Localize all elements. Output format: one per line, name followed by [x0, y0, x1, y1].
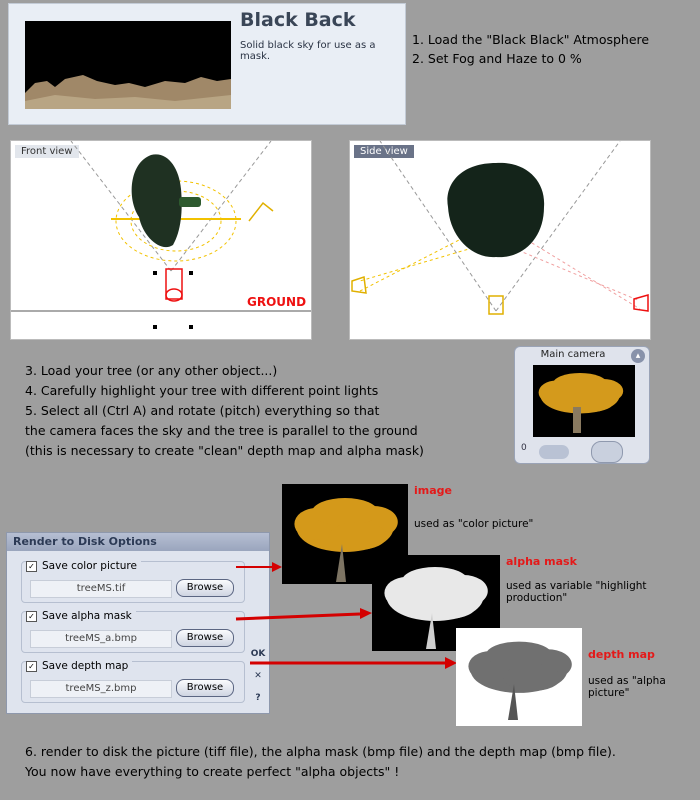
step-5-cont-2: (this is necessary to create "clean" depth map and alpha mask) [25, 443, 424, 458]
save-depth-label: Save depth map [42, 660, 129, 672]
save-depth-checkbox[interactable]: ✓ [26, 661, 37, 672]
help-button[interactable]: ? [255, 693, 261, 703]
save-color-checkbox[interactable]: ✓ [26, 561, 37, 572]
ground-label: GROUND [247, 295, 307, 309]
camera-side-glyph: 0 [521, 443, 527, 453]
step-5-cont-1: the camera faces the sky and the tree is parallel to the ground [25, 423, 418, 438]
step-6-cont: You now have everything to create perfect "alpha objects" ! [25, 764, 400, 779]
dialog-title: Render to Disk Options [7, 533, 269, 551]
depth-browse-button[interactable]: Browse [176, 679, 234, 697]
atmosphere-title: Black Back [240, 9, 356, 31]
alpha-file-field[interactable]: treeMS_a.bmp [30, 630, 172, 648]
alpha-mask-group [21, 611, 245, 653]
atmosphere-description: Solid black sky for use as a mask. [240, 40, 376, 62]
color-file-field[interactable]: treeMS.tif [30, 580, 172, 598]
step-2: 2. Set Fog and Haze to 0 % [412, 51, 582, 66]
image-label: image [414, 484, 452, 497]
depth-map-picture [456, 628, 582, 726]
side-view-label: Side view [354, 145, 414, 158]
save-alpha-label: Save alpha mask [42, 610, 132, 622]
alpha-mask-label: alpha mask [506, 555, 577, 568]
camera-widget[interactable] [514, 346, 650, 464]
camera-preview [533, 365, 635, 437]
depth-map-label: depth map [588, 648, 655, 661]
front-viewport[interactable] [10, 140, 312, 340]
step-5: 5. Select all (Ctrl A) and rotate (pitch) everything so that [25, 403, 380, 418]
camera-rotate-trackball[interactable] [591, 441, 623, 463]
step-4: 4. Carefully highlight your tree with different point lights [25, 383, 379, 398]
image-usage: used as "color picture" [414, 518, 534, 530]
front-view-label: Front view [15, 145, 79, 158]
step-3: 3. Load your tree (or any other object...) [25, 363, 278, 378]
camera-collapse-button[interactable]: ▴ [631, 349, 645, 363]
camera-move-control[interactable] [539, 445, 569, 459]
depth-map-group [21, 661, 245, 703]
alpha-browse-button[interactable]: Browse [176, 629, 234, 647]
step-1: 1. Load the "Black Black" Atmosphere [412, 32, 650, 47]
ok-button[interactable]: OK [250, 649, 266, 659]
side-viewport[interactable] [349, 140, 651, 340]
atmosphere-card[interactable] [8, 3, 406, 125]
front-scene [11, 141, 311, 339]
side-scene [350, 141, 650, 339]
save-alpha-checkbox[interactable]: ✓ [26, 611, 37, 622]
alpha-mask-usage: used as variable "highlight production" [506, 580, 647, 604]
render-to-disk-dialog [6, 532, 270, 714]
depth-map-usage: used as "alpha picture" [588, 675, 666, 699]
dialog-side-strip [249, 573, 267, 709]
color-browse-button[interactable]: Browse [176, 579, 234, 597]
depth-file-field[interactable]: treeMS_z.bmp [30, 680, 172, 698]
save-color-label: Save color picture [42, 560, 137, 572]
color-picture-group [21, 561, 245, 603]
atmosphere-thumbnail [25, 21, 231, 109]
close-icon[interactable]: ✕ [254, 671, 262, 681]
step-6: 6. render to disk the picture (tiff file), the alpha mask (bmp file) and the depth map (bmp file). [25, 744, 616, 759]
camera-title: Main camera [540, 349, 606, 360]
